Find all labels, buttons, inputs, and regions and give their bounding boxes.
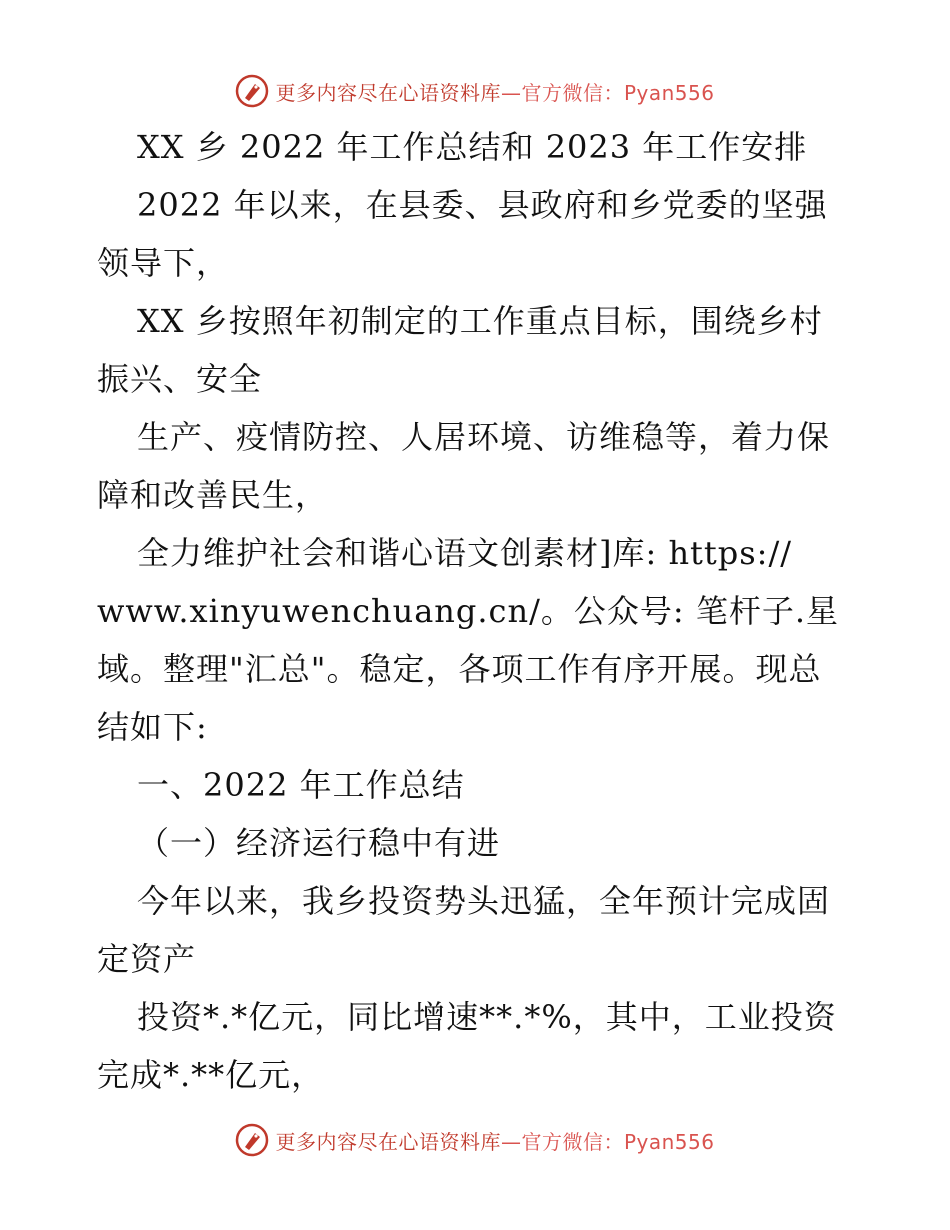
document-line: XX 乡 2022 年工作总结和 2023 年工作安排 xyxy=(137,128,808,166)
pen-nib-logo-icon xyxy=(235,74,269,108)
document-line: 结如下: xyxy=(97,708,208,746)
document-line: （一）经济运行稳中有进 xyxy=(137,824,501,862)
document-line: 完成*.**亿元， xyxy=(97,1056,325,1094)
document-line: 障和改善民生， xyxy=(97,476,329,514)
document-body xyxy=(97,118,857,1104)
document-line: 2022 年以来，在县委、县政府和乡党委的坚强 xyxy=(137,186,828,224)
document-line: 一、2022 年工作总结 xyxy=(137,766,465,804)
document-line: 领导下， xyxy=(97,244,230,282)
document-line: 振兴、安全 xyxy=(97,360,263,398)
document-line: 生产、疫情防控、人居环境、访维稳等，着力保 xyxy=(137,418,831,456)
document-line: 全力维护社会和谐心语文创素材]库: https:// xyxy=(137,534,793,572)
watermark-group xyxy=(235,1123,714,1157)
watermark-text: 更多内容尽在心语资料库—官方微信：Pyan556 xyxy=(275,1129,715,1154)
footer-watermark-banner xyxy=(0,1120,950,1160)
document-line: www.xinyuwenchuang.cn/。公众号: 笔杆子.星 xyxy=(97,592,839,630)
document-line: 定资产 xyxy=(97,940,197,978)
watermark-group xyxy=(235,74,714,108)
document-line: XX 乡按照年初制定的工作重点目标，围绕乡村 xyxy=(137,302,823,340)
header-watermark-banner xyxy=(0,71,950,111)
document-line: 投资*.*亿元，同比增速**.*%，其中，工业投资 xyxy=(137,998,837,1036)
document-line: 今年以来，我乡投资势头迅猛，全年预计完成固 xyxy=(137,882,831,920)
watermark-text: 更多内容尽在心语资料库—官方微信：Pyan556 xyxy=(275,80,715,105)
pen-nib-logo-icon xyxy=(235,1123,269,1157)
document-line: 域。整理"汇总"。稳定，各项工作有序开展。现总 xyxy=(97,650,822,688)
